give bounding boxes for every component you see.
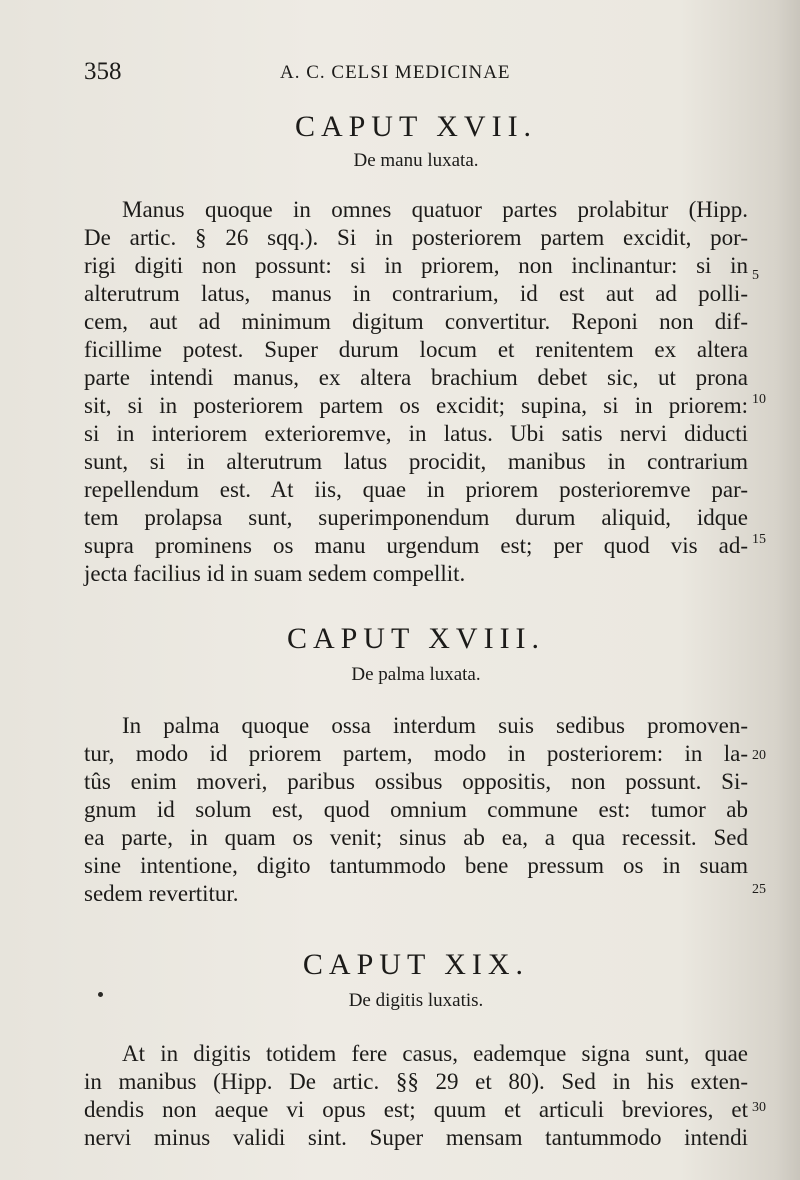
running-title: A. C. CELSI MEDICINAE	[280, 62, 511, 83]
line-number: 20	[752, 748, 766, 763]
text-line: jecta facilius id in suam sedem compellit.	[84, 561, 466, 586]
chapter-subtitle: De manu luxata.	[353, 150, 479, 171]
text-line: nervi minus validi sint. Super mensam tantummodo intendi	[84, 1125, 748, 1150]
chapter-heading: CAPUT XVIII.	[286, 622, 546, 655]
text-line: tem prolapsa sunt, superimponendum durum aliquid, idque	[84, 505, 748, 530]
text-line: In palma quoque ossa interdum suis sedibus promoven-	[122, 713, 748, 738]
chapter-heading: CAPUT XVII.	[294, 110, 538, 143]
text-line: At in digitis totidem fere casus, eademque signa sunt, quae	[122, 1041, 748, 1066]
line-number: 10	[752, 392, 766, 407]
text-line: supra prominens os manu urgendum est; per quod vis ad-	[84, 533, 748, 558]
text-line: tur, modo id priorem partem, modo in posteriorem: in la-	[84, 741, 748, 766]
text-line: tûs enim moveri, paribus ossibus oppositis, non possunt. Si-	[84, 769, 748, 794]
text-line: sit, si in posteriorem partem os excidit; supina, si in priorem:	[84, 393, 748, 418]
chapter-subtitle: De digitis luxatis.	[348, 990, 484, 1011]
text-line: si in interiorem exterioremve, in latus. Ubi satis nervi diducti	[84, 421, 748, 446]
text-line: ea parte, in quam os venit; sinus ab ea, a qua recessit. Sed	[84, 825, 748, 850]
text-line: parte intendi manus, ex altera brachium debet sic, ut prona	[84, 365, 748, 390]
text-line: cem, aut ad minimum digitum convertitur. Reponi non dif-	[84, 309, 748, 334]
text-line: rigi digiti non possunt: si in priorem, non inclinantur: si in	[84, 253, 748, 278]
text-line: De artic. § 26 sqq.). Si in posteriorem partem excidit, por-	[84, 225, 748, 250]
chapter-subtitle: De palma luxata.	[351, 664, 481, 685]
text-line: sedem revertitur.	[84, 881, 239, 906]
text-line: repellendum est. At iis, quae in priorem posterioremve par-	[84, 477, 748, 502]
running-head	[84, 58, 748, 88]
line-number: 15	[752, 532, 766, 547]
line-number: 25	[752, 882, 766, 897]
text-line: gnum id solum est, quod omnium commune est: tumor ab	[84, 797, 748, 822]
text-line: alterutrum latus, manus in contrarium, id est aut ad polli-	[84, 281, 748, 306]
text-line: in manibus (Hipp. De artic. §§ 29 et 80). Sed in his exten-	[84, 1069, 748, 1094]
line-number: 5	[752, 268, 759, 283]
line-number: 30	[752, 1100, 766, 1115]
text-line: dendis non aeque vi opus est; quum et articuli breviores, et	[84, 1097, 748, 1122]
text-line: sunt, si in alterutrum latus procidit, manibus in contrarium	[84, 449, 748, 474]
text-line: Manus quoque in omnes quatuor partes prolabitur (Hipp.	[122, 197, 748, 222]
text-line: ficillime potest. Super durum locum et renitentem ex altera	[84, 337, 748, 362]
page-number: 358	[84, 58, 122, 85]
chapter-heading: CAPUT XIX.	[302, 948, 530, 981]
text-line: sine intentione, digito tantummodo bene pressum os in suam	[84, 853, 748, 878]
